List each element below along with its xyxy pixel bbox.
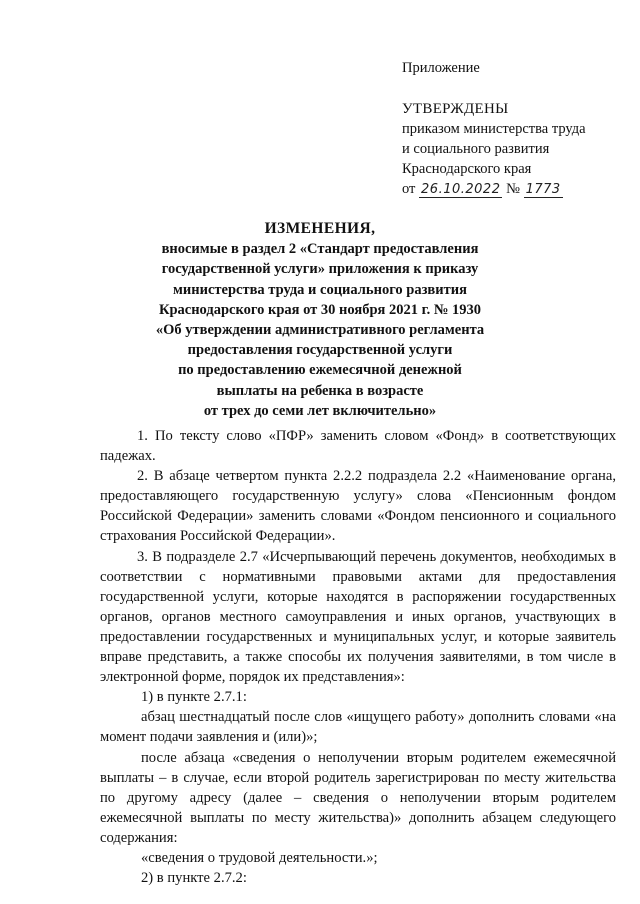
title-line: государственной услуги» приложения к приказу	[161, 261, 479, 278]
subitem-1: 1) в пункте 2.7.1:	[141, 689, 247, 706]
paragraph-1: 1. По тексту слово «ПФР» заменить словом «Фонд» в соответствующих падежах.	[100, 428, 616, 465]
approval-block	[402, 58, 632, 200]
title-line: «Об утверждении административного регламента	[155, 322, 485, 339]
title-line: выплаты на ребенка в возрасте	[216, 382, 424, 399]
paragraph-2: 2. В абзаце четвертом пункта 2.2.2 подраздела 2.2 «Наименование органа, предоставляющего государственную услугу» слова «Пенсионным фондом Российской Федерации» заменить словами «Фондом пенсионного и социального страхования Российской Федерации».	[100, 468, 616, 545]
title-main: ИЗМЕНЕНИЯ,	[264, 220, 376, 237]
approval-line: Краснодарского края	[402, 161, 532, 177]
handwritten-date: 26.10.2022	[421, 182, 501, 197]
number-sign: №	[506, 181, 520, 197]
subitem-2: 2) в пункте 2.7.2:	[141, 870, 247, 887]
title-line: по предоставлению ежемесячной денежной	[178, 362, 462, 379]
approved-heading: УТВЕРЖДЕНЫ	[402, 101, 509, 117]
title-line: вносимые в раздел 2 «Стандарт предоставления	[161, 241, 479, 258]
paragraph-quote: «сведения о трудовой деятельности.»;	[141, 849, 378, 866]
title-line: министерства труда и социального развития	[173, 281, 467, 298]
title-line: от трех до семи лет включительно»	[203, 402, 437, 419]
annex-label: Приложение	[402, 60, 480, 76]
date-prefix: от	[402, 181, 416, 197]
title-line: предоставления государственной услуги	[187, 342, 453, 359]
paragraph-after-abzac: после абзаца «сведения о неполучении вторым родителем ежемесячной выплаты – в случае, если второй родитель зарегистрирован по месту жительства по другому адресу (далее – сведения о неполучении вторым родителем ежемесячной выплаты по месту жительства)» дополнить абзацем следующего содержания:	[100, 749, 616, 846]
paragraph-abzac-16: абзац шестнадцатый после слов «ищущего работу» дополнить словами «на момент подачи заявления и (или)»;	[100, 709, 616, 746]
document-body	[100, 426, 616, 888]
order-date-number	[402, 179, 632, 200]
title-line: Краснодарского края от 30 ноября 2021 г. № 1930	[158, 301, 482, 318]
paragraph-3: 3. В подразделе 2.7 «Исчерпывающий перечень документов, необходимых в соответствии с нормативными правовыми актами для предоставления государственной услуги, которые находятся в распоряжении государственных органов, органов местного самоуправления и иных органов, участвующих в предоставлении государственных и муниципальных услуг, и которые заявитель вправе представить, а также способы их получения заявителями, в том числе в электронной форме, порядок их представления»:	[100, 548, 616, 686]
handwritten-number: 1773	[525, 182, 561, 197]
document-title	[100, 219, 540, 421]
approval-line: приказом министерства труда	[402, 121, 586, 137]
approval-line: и социального развития	[402, 141, 550, 157]
